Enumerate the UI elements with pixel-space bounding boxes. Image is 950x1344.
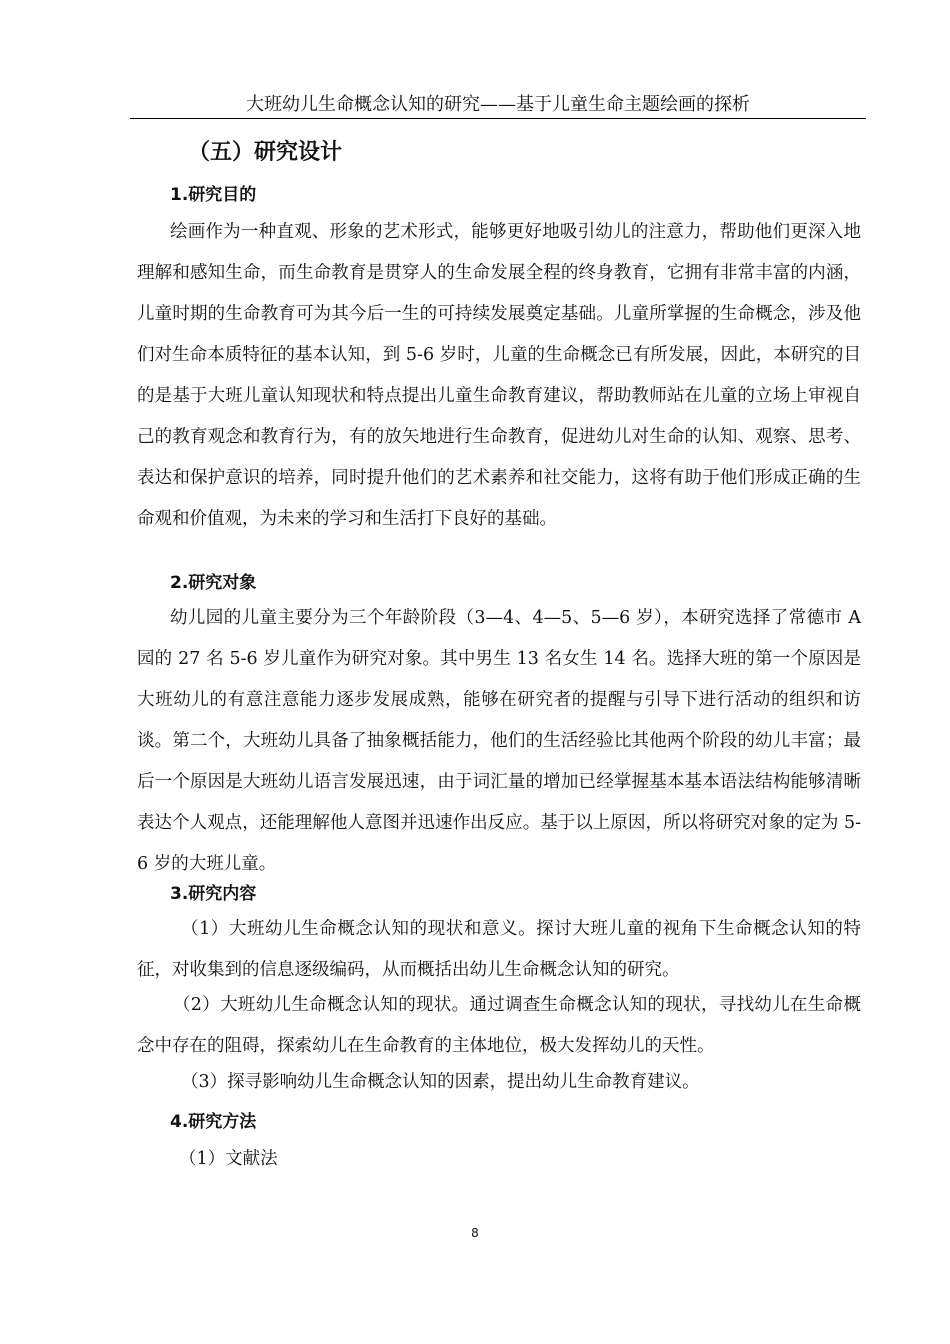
heading-research-purpose: 1.研究目的: [170, 185, 257, 205]
heading-research-subjects: 2.研究对象: [170, 573, 257, 593]
methods-item-1: （1）文献法: [179, 1149, 278, 1169]
paragraph-research-subjects: 幼儿园的儿童主要分为三个年龄阶段（3—4、4—5、5—6 岁），本研究选择了常德市 A 园的 27 名 5-6 岁儿童作为研究对象。其中男生 13 名女生 14 名。选择大班的第一个原因是大班幼儿的有意注意能力逐步发展成熟，能够在研究者的提醒与引导下进行活动的组织和访谈。第二个，大班幼儿具备了抽象概括能力，他们的生活经验比其他两个阶段的幼儿丰富；最后一个原因是大班幼儿语言发展迅速，由于词汇量的增加已经掌握基本基本语法结构能够清晰表达个人观点，还能理解他人意图并迅速作出反应。基于以上原因，所以将研究对象的定为 5-6 岁的大班儿童。: [137, 608, 861, 874]
section-title: （五）研究设计: [188, 139, 343, 165]
page-number: 8: [471, 1226, 479, 1240]
content-item-3: （3）探寻影响幼儿生命概念认知的因素，提出幼儿生命教育建议。: [181, 1072, 700, 1092]
running-header: 大班幼儿生命概念认知的研究——基于儿童生命主题绘画的探析: [130, 92, 866, 119]
content-item-2: （2）大班幼儿生命概念认知的现状。通过调查生命概念认知的现状，寻找幼儿在生命概念中存在的阻碍，探索幼儿在生命教育的主体地位，极大发挥幼儿的天性。: [137, 995, 861, 1056]
heading-research-methods: 4.研究方法: [170, 1112, 257, 1132]
content-item-1: （1）大班幼儿生命概念认知的现状和意义。探讨大班儿童的视角下生命概念认知的特征，对收集到的信息逐级编码，从而概括出幼儿生命概念认知的研究。: [137, 919, 861, 980]
paragraph-research-purpose: 绘画作为一种直观、形象的艺术形式，能够更好地吸引幼儿的注意力，帮助他们更深入地理解和感知生命，而生命教育是贯穿人的生命发展全程的终身教育，它拥有非常丰富的内涵，儿童时期的生命教育可为其今后一生的可持续发展奠定基础。儿童所掌握的生命概念，涉及他们对生命本质特征的基本认知，到 5-6 岁时，儿童的生命概念已有所发展，因此，本研究的目的是基于大班儿童认知现状和特点提出儿童生命教育建议，帮助教师站在儿童的立场上审视自己的教育观念和教育行为，有的放矢地进行生命教育，促进幼儿对生命的认知、观察、思考、表达和保护意识的培养，同时提升他们的艺术素养和社交能力，这将有助于他们形成正确的生命观和价值观，为未来的学习和生活打下良好的基础。: [137, 222, 861, 529]
heading-research-content: 3.研究内容: [170, 884, 257, 904]
